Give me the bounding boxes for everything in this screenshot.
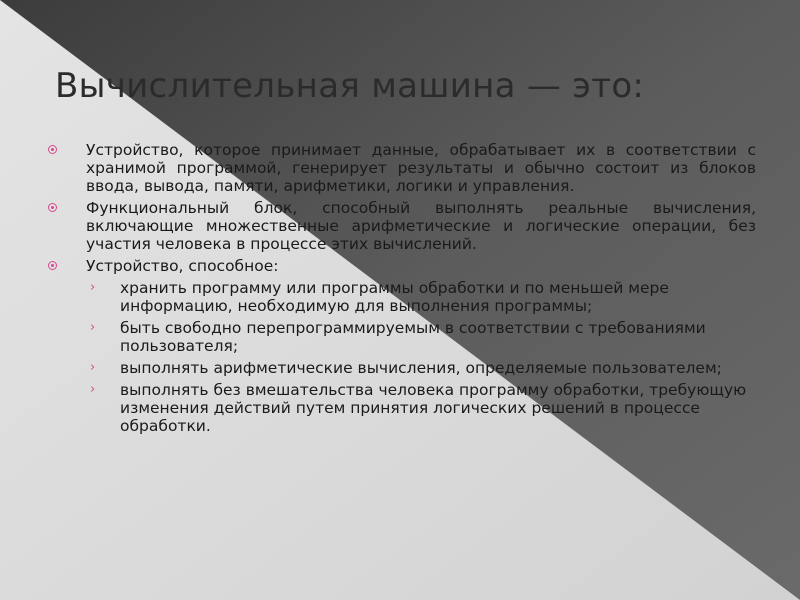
sub-bullet-text: хранить программу или программы обработки и по меньшей мере информацию, необходимую для выполнения программы; bbox=[120, 279, 669, 315]
circle-bullet-icon bbox=[48, 145, 57, 154]
bullet-item bbox=[48, 199, 756, 253]
chevron-right-icon: › bbox=[90, 320, 96, 335]
bullet-item bbox=[48, 257, 756, 275]
sub-bullet-text: выполнять без вмешательства человека программу обработки, требующую изменения действий путем принятия логических решений в процессе обработки. bbox=[120, 381, 747, 435]
slide-content bbox=[48, 141, 756, 439]
circle-bullet-icon bbox=[48, 261, 57, 270]
bullet-text: Устройство, которое принимает данные, обрабатывает их в соответствии с хранимой программой, генерирует результаты и обычно состоит из блоков ввода, вывода, памяти, арифметики, логики и управления. bbox=[86, 141, 756, 195]
sub-bullet-item bbox=[48, 319, 756, 355]
sub-bullet-text: выполнять арифметические вычисления, определяемые пользователем; bbox=[120, 359, 722, 377]
sub-bullet-text: быть свободно перепрограммируемым в соответствии с требованиями пользователя; bbox=[120, 319, 706, 355]
chevron-right-icon: › bbox=[90, 280, 96, 295]
circle-bullet-icon bbox=[48, 203, 57, 212]
bullet-text: Функциональный блок, способный выполнять реальные вычисления, включающие множественные арифметические и логические операции, без участия человека в процессе этих вычислений. bbox=[86, 199, 756, 253]
sub-bullet-item bbox=[48, 381, 756, 435]
bullet-item bbox=[48, 141, 756, 195]
sub-bullet-item bbox=[48, 359, 756, 377]
chevron-right-icon: › bbox=[90, 360, 96, 375]
sub-bullet-item bbox=[48, 279, 756, 315]
sub-bullet-list bbox=[48, 279, 756, 435]
chevron-right-icon: › bbox=[90, 382, 96, 397]
slide-title: Вычислительная машина — это: bbox=[55, 66, 645, 106]
bullet-text: Устройство, способное: bbox=[86, 257, 279, 275]
